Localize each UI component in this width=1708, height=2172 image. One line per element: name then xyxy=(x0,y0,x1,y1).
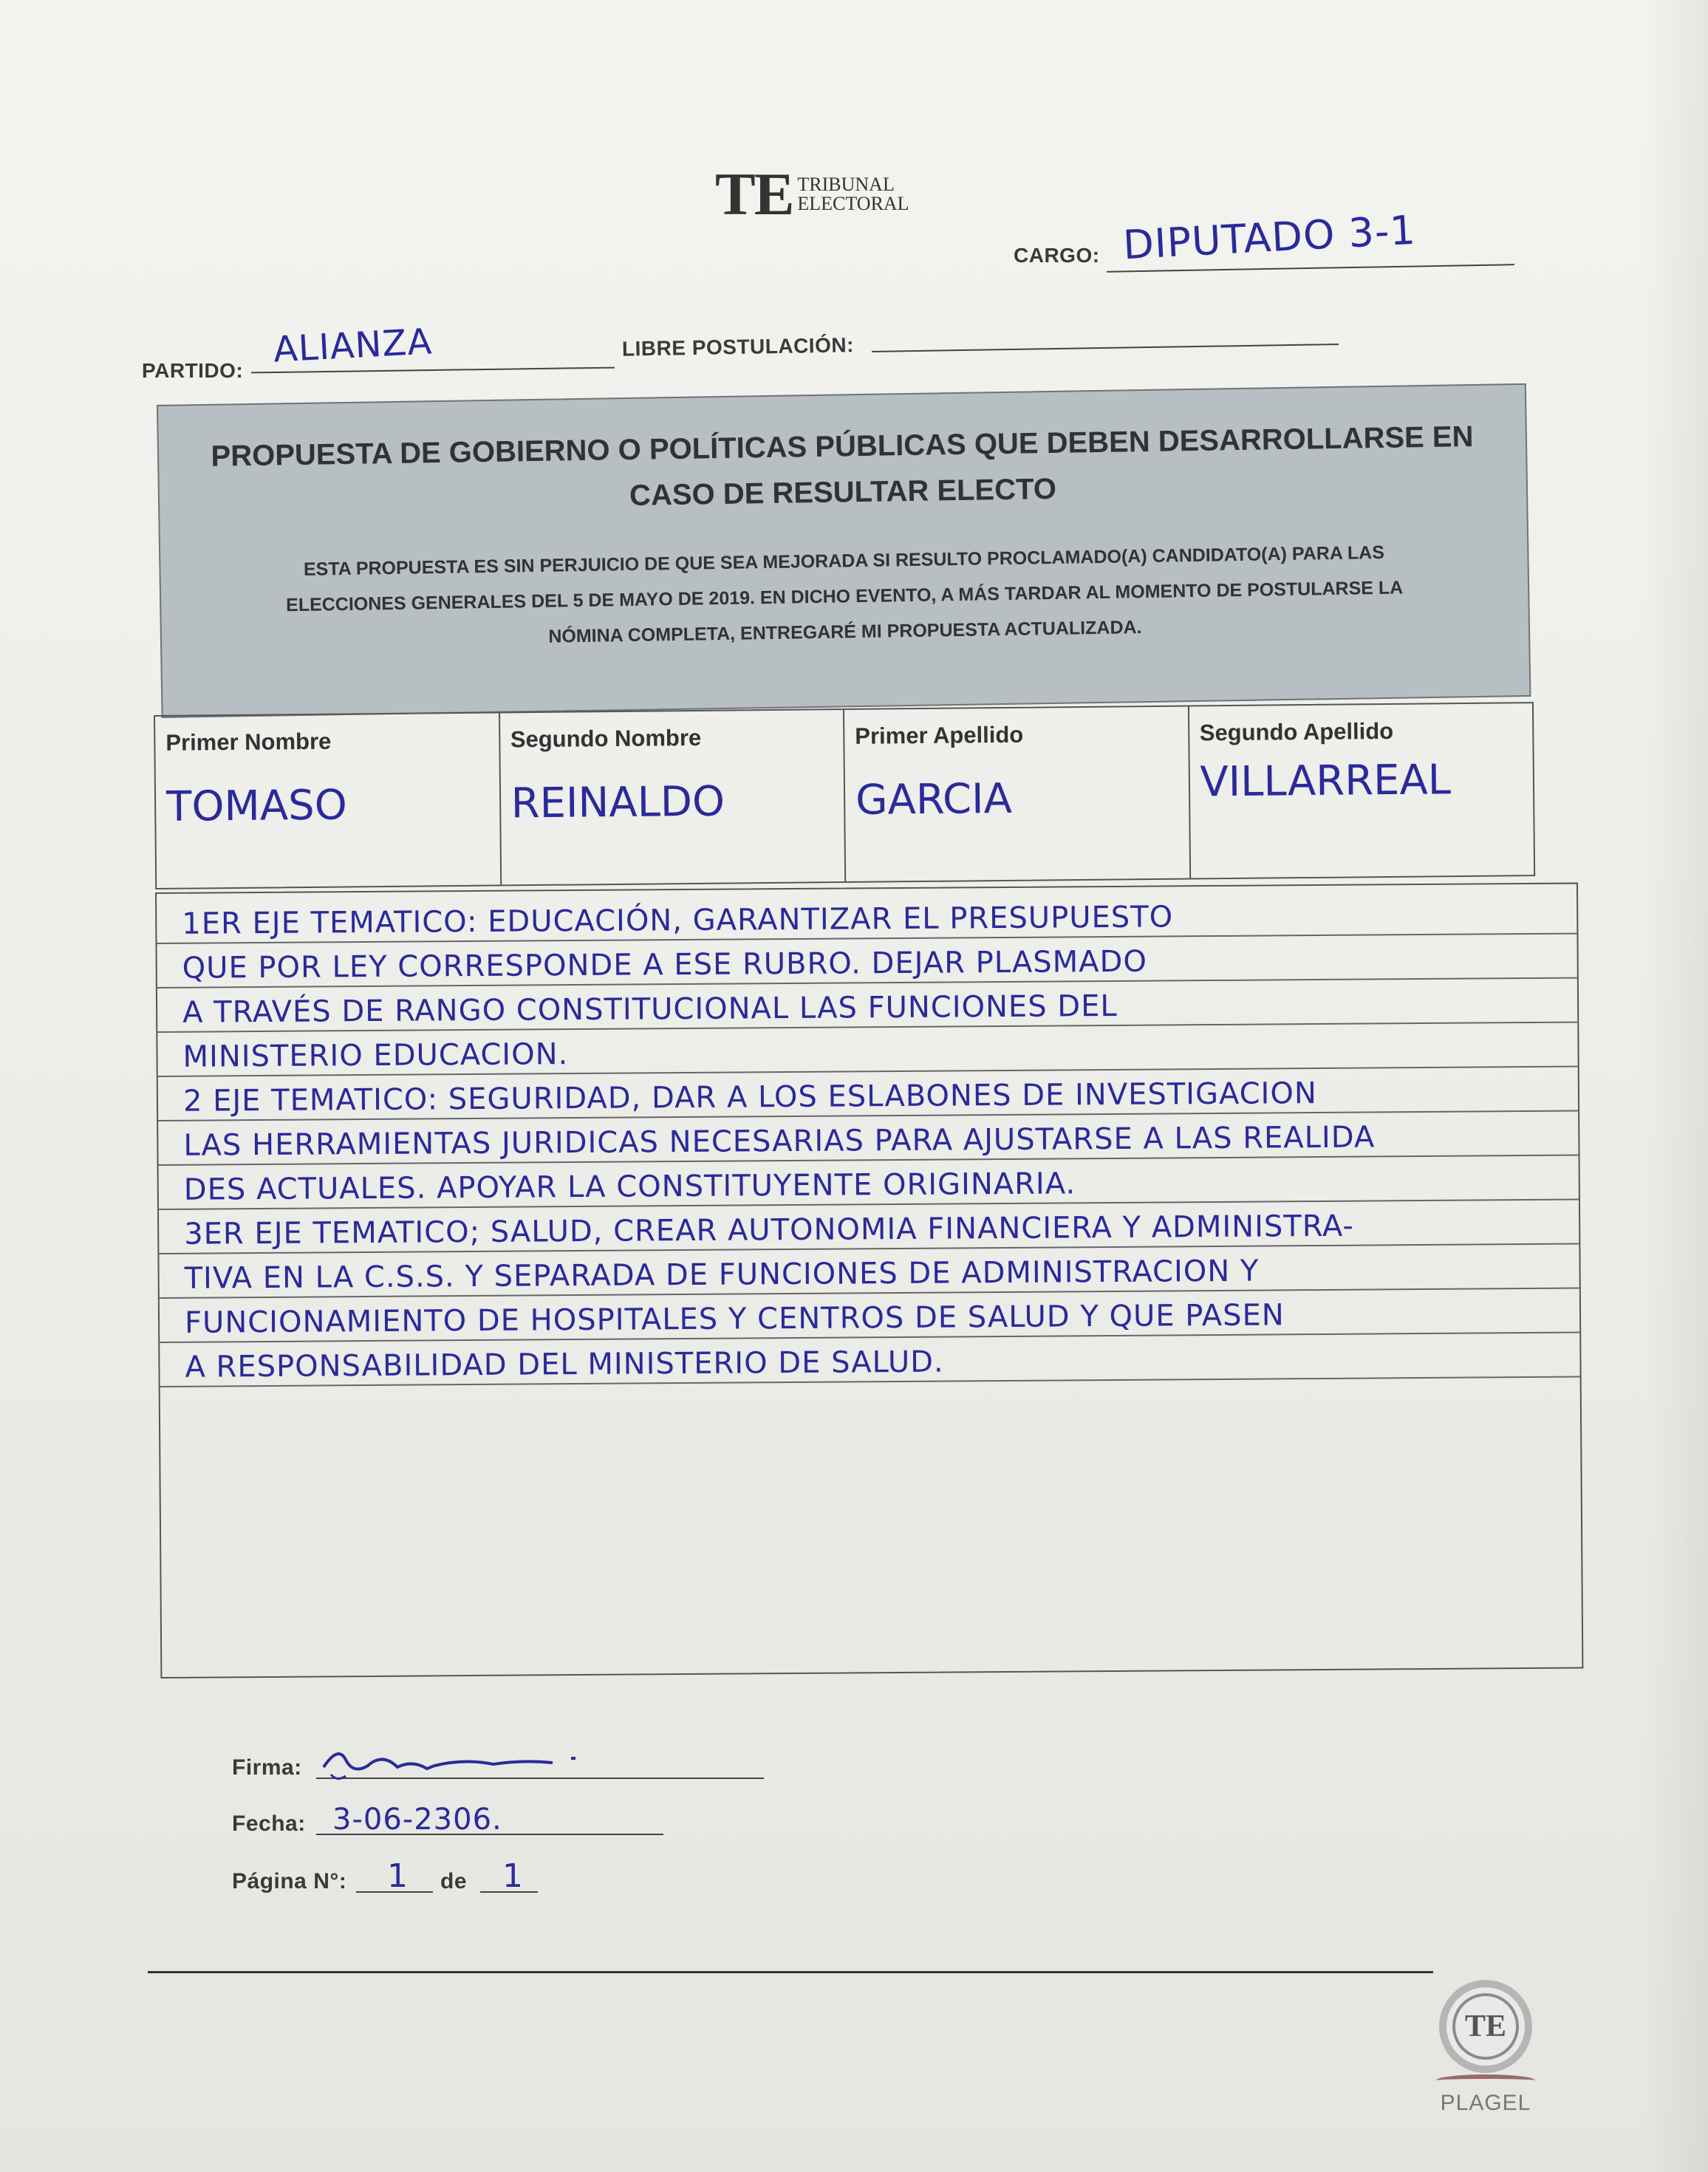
segundo-apellido-header: Segundo Apellido xyxy=(1199,717,1394,746)
proposal-line: A TRAVÉS DE RANGO CONSTITUCIONAL LAS FUNCIONES DEL xyxy=(157,979,1577,1033)
pagina-de-label: de xyxy=(440,1869,468,1893)
primer-apellido-value: GARCIA xyxy=(855,774,1013,824)
fecha-value: 3-06-2306. xyxy=(332,1803,502,1837)
partido-label: PARTIDO: xyxy=(142,359,244,382)
segundo-apellido-value: VILLARREAL xyxy=(1200,756,1452,807)
firma-label: Firma: xyxy=(232,1755,302,1780)
tribunal-electoral-logo xyxy=(715,160,909,228)
seal-wave xyxy=(1436,2074,1535,2086)
segundo-apellido-cell xyxy=(1189,703,1534,878)
proposal-line: 2 EJE TEMATICO: SEGURIDAD, DAR A LOS ESLABONES DE INVESTIGACION xyxy=(158,1068,1578,1121)
proposal-header-box xyxy=(157,383,1531,718)
plagel-seal-icon xyxy=(1423,1980,1548,2142)
primer-nombre-cell xyxy=(155,714,502,888)
proposal-note-line3: NÓMINA COMPLETA, ENTREGARÉ MI PROPUESTA ACTUALIZADA. xyxy=(548,617,1142,647)
proposal-writing-area xyxy=(155,883,1583,1678)
pagina-label: Página N°: xyxy=(232,1869,347,1893)
proposal-line: QUE POR LEY CORRESPONDE A ESE RUBRO. DEJAR PLASMADO xyxy=(157,935,1577,988)
proposal-note xyxy=(175,533,1514,660)
page-shadow xyxy=(1642,0,1708,2172)
proposal-line: DES ACTUALES. APOYAR LA CONSTITUYENTE ORIGINARIA. xyxy=(159,1156,1579,1210)
footer-rule xyxy=(148,1971,1433,1973)
partido-value: ALIANZA xyxy=(272,321,434,371)
proposal-line: MINISTERIO EDUCACION. xyxy=(157,1023,1577,1077)
proposal-line: FUNCIONAMIENTO DE HOSPITALES Y CENTROS DE SALUD Y QUE PASEN xyxy=(160,1289,1579,1343)
libre-postulacion-label: LIBRE POSTULACIÓN: xyxy=(621,333,855,361)
logo-words xyxy=(797,175,909,214)
proposal-line: TIVA EN LA C.S.S. Y SEPARADA DE FUNCIONES DE ADMINISTRACION Y xyxy=(159,1245,1579,1299)
candidate-names-table xyxy=(154,702,1535,889)
primer-nombre-header: Primer Nombre xyxy=(165,728,332,756)
proposal-note-line1: ESTA PROPUESTA ES SIN PERJUICIO DE QUE SEA MEJORADA SI RESULTO PROCLAMADO(A) CANDIDATO(A) PARA LAS xyxy=(303,542,1385,580)
segundo-nombre-value: REINALDO xyxy=(510,777,725,828)
proposal-line: 3ER EJE TEMATICO; SALUD, CREAR AUTONOMIA FINANCIERA Y ADMINISTRA- xyxy=(159,1201,1579,1254)
proposal-note-line2: ELECCIONES GENERALES DEL 5 DE MAYO DE 2019. EN DICHO EVENTO, A MÁS TARDAR AL MOMENTO DE POSTULARSE LA xyxy=(285,577,1404,616)
proposal-line xyxy=(160,1378,1580,1430)
proposal-line: 1ER EJE TEMATICO: EDUCACIÓN, GARANTIZAR EL PRESUPUESTO xyxy=(157,884,1577,944)
proposal-line: LAS HERRAMIENTAS JURIDICAS NECESARIAS PARA AJUSTARSE A LAS REALIDA xyxy=(158,1112,1578,1166)
proposal-title xyxy=(159,413,1527,526)
logo-te: TE xyxy=(715,160,793,228)
pagina-total: 1 xyxy=(502,1857,524,1895)
signature-mark xyxy=(316,1738,626,1789)
pagina-num: 1 xyxy=(387,1857,409,1895)
proposal-title-line2: CASO DE RESULTAR ELECTO xyxy=(629,472,1057,512)
cargo-label: CARGO: xyxy=(1014,244,1100,267)
fecha-label: Fecha: xyxy=(232,1811,306,1836)
seal-inner: TE xyxy=(1452,1993,1519,2060)
logo-line2: ELECTORAL xyxy=(797,193,909,214)
seal-brand: PLAGEL xyxy=(1440,2091,1531,2115)
proposal-title-line1: PROPUESTA DE GOBIERNO O POLÍTICAS PÚBLICAS QUE DEBEN DESARROLLARSE EN xyxy=(211,420,1474,473)
primer-apellido-header: Primer Apellido xyxy=(855,721,1024,749)
cargo-value: DIPUTADO 3-1 xyxy=(1121,206,1418,269)
primer-apellido-cell xyxy=(844,707,1191,881)
segundo-nombre-header: Segundo Nombre xyxy=(510,724,702,753)
segundo-nombre-cell xyxy=(499,710,846,884)
proposal-line: A RESPONSABILIDAD DEL MINISTERIO DE SALUD. xyxy=(160,1333,1579,1387)
primer-nombre-value: TOMASO xyxy=(165,781,348,831)
logo-line1: TRIBUNAL xyxy=(797,174,895,195)
